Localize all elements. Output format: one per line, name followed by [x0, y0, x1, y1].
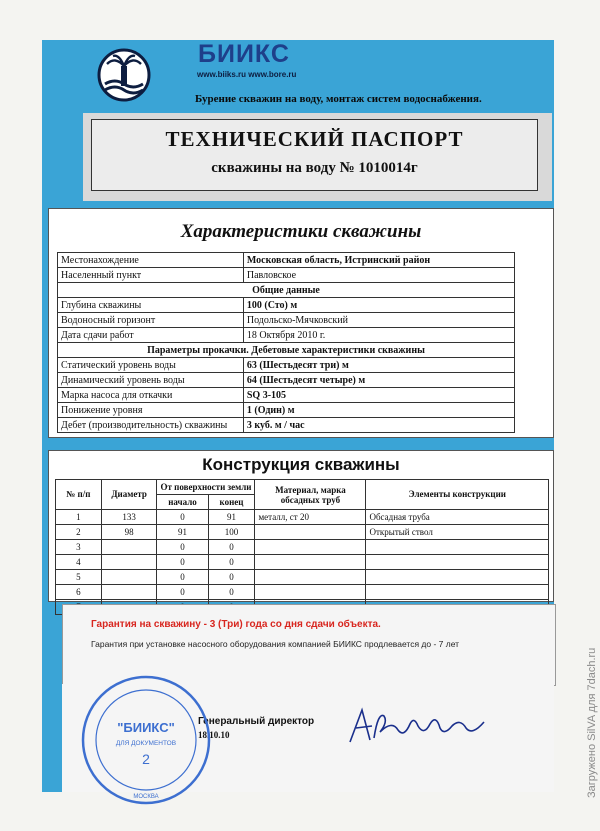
char-value: 100 (Сто) м — [243, 298, 514, 313]
char-value: Подольско-Мячковский — [243, 313, 514, 328]
cell-element — [366, 555, 549, 570]
director-title: Генеральный директор — [198, 716, 315, 727]
cell-num: 3 — [56, 540, 102, 555]
cell-material — [255, 585, 366, 600]
watermark-text: Загружено SilVA для 7dach.ru — [586, 647, 598, 798]
table-row — [56, 555, 549, 570]
cell-element: Открытый ствол — [366, 525, 549, 540]
cell-diameter: 133 — [101, 510, 157, 525]
table-row — [56, 540, 549, 555]
table-row — [56, 510, 549, 525]
cell-num: 4 — [56, 555, 102, 570]
col-diameter-header: Диаметр — [101, 480, 157, 510]
cell-material — [255, 570, 366, 585]
table-row — [56, 570, 549, 585]
col-start-header: начало — [157, 495, 208, 510]
table-row — [58, 313, 515, 328]
char-label: Глубина скважины — [58, 298, 244, 313]
cell-start: 0 — [157, 570, 208, 585]
table-subheader-row — [58, 343, 515, 358]
cell-start: 0 — [157, 540, 208, 555]
col-end-header: конец — [208, 495, 255, 510]
cell-end: 0 — [208, 570, 255, 585]
table-row — [58, 388, 515, 403]
watermark — [584, 240, 598, 800]
title-box — [83, 113, 552, 201]
cell-start: 0 — [157, 585, 208, 600]
company-stamp-icon — [78, 672, 214, 808]
brand-urls: www.biiks.ru www.bore.ru — [197, 70, 297, 79]
cell-num: 1 — [56, 510, 102, 525]
construction-heading: Конструкция скважины — [202, 455, 400, 474]
warranty-extended-text: Гарантия при установке насосного оборудования компанией БИИКС продлевается до - 7 лет — [91, 639, 460, 649]
cell-end: 0 — [208, 585, 255, 600]
stamp-name: "БИИКС" — [117, 720, 175, 735]
table-row — [58, 373, 515, 388]
brand-name: БИИКС — [198, 40, 290, 68]
char-label: Водоносный горизонт — [58, 313, 244, 328]
characteristics-section — [48, 208, 554, 438]
signature-date: 18.10.10 — [198, 730, 230, 740]
cell-diameter — [101, 555, 157, 570]
cell-diameter — [101, 585, 157, 600]
char-label: Местонахождение — [58, 253, 244, 268]
table-row — [58, 268, 515, 283]
cell-material — [255, 525, 366, 540]
cell-num: 5 — [56, 570, 102, 585]
char-value: 63 (Шестьдесят три) м — [243, 358, 514, 373]
table-subheader-row — [58, 283, 515, 298]
char-value: Павловское — [243, 268, 514, 283]
table-row — [56, 585, 549, 600]
col-depth-group-header: От поверхности земли — [157, 480, 255, 495]
table-row — [58, 253, 515, 268]
char-value: 18 Октября 2010 г. — [243, 328, 514, 343]
table-row — [56, 525, 549, 540]
table-row — [58, 328, 515, 343]
char-label: Дебет (производительность) скважины — [58, 418, 244, 433]
cell-diameter — [101, 540, 157, 555]
page-subtitle: скважины на воду № 1010014г — [211, 160, 418, 176]
cell-start: 0 — [157, 510, 208, 525]
char-label: Динамический уровень воды — [58, 373, 244, 388]
pump-params-heading: Параметры прокачки. Дебетовые характеристики скважины — [58, 343, 515, 358]
char-value: SQ 3-105 — [243, 388, 514, 403]
cell-element: Обсадная труба — [366, 510, 549, 525]
char-label: Понижение уровня — [58, 403, 244, 418]
cell-element — [366, 570, 549, 585]
col-num-header: № п/п — [56, 480, 102, 510]
cell-material — [255, 555, 366, 570]
char-value: Московская область, Истринский район — [243, 253, 514, 268]
col-material-header: Материал, марка обсадных труб — [255, 480, 366, 510]
cell-start: 0 — [157, 555, 208, 570]
characteristics-table — [57, 252, 515, 433]
construction-table — [55, 479, 549, 615]
table-row — [58, 418, 515, 433]
char-value: 64 (Шестьдесят четыре) м — [243, 373, 514, 388]
page-title: ТЕХНИЧЕСКИЙ ПАСПОРТ — [165, 127, 464, 151]
general-data-heading: Общие данные — [58, 283, 515, 298]
construction-section — [48, 450, 554, 602]
table-row — [58, 358, 515, 373]
table-row — [58, 298, 515, 313]
cell-end: 0 — [208, 555, 255, 570]
cell-element — [366, 540, 549, 555]
char-label: Дата сдачи работ — [58, 328, 244, 343]
cell-diameter — [101, 570, 157, 585]
table-row — [58, 403, 515, 418]
col-elements-header: Элементы конструкции — [366, 480, 549, 510]
construction-body — [56, 510, 549, 615]
cell-end: 91 — [208, 510, 255, 525]
title-panel — [91, 119, 538, 191]
char-value: 3 куб. м / час — [243, 418, 514, 433]
char-value: 1 (Один) м — [243, 403, 514, 418]
cell-num: 6 — [56, 585, 102, 600]
cell-material: металл, ст 20 — [255, 510, 366, 525]
biiks-logo-icon — [97, 48, 151, 102]
cell-diameter: 98 — [101, 525, 157, 540]
char-label: Населенный пункт — [58, 268, 244, 283]
characteristics-heading: Характеристики скважины — [180, 221, 422, 242]
cell-num: 2 — [56, 525, 102, 540]
cell-start: 91 — [157, 525, 208, 540]
warranty-main-text: Гарантия на скважину - 3 (Три) года со дня сдачи объекта. — [91, 619, 381, 630]
cell-end: 100 — [208, 525, 255, 540]
stamp-subtitle: ДЛЯ ДОКУМЕНТОВ — [115, 740, 177, 747]
cell-end: 0 — [208, 540, 255, 555]
char-label: Статический уровень воды — [58, 358, 244, 373]
stamp-city: МОСКВА — [133, 794, 159, 800]
cell-material — [255, 540, 366, 555]
stamp-number: 2 — [142, 751, 150, 767]
cell-element — [366, 585, 549, 600]
char-label: Марка насоса для откачки — [58, 388, 244, 403]
table-header-row — [56, 480, 549, 495]
brand-tagline: Бурение скважин на воду, монтаж систем водоснабжения. — [195, 93, 482, 105]
handwritten-signature-icon — [344, 702, 494, 748]
